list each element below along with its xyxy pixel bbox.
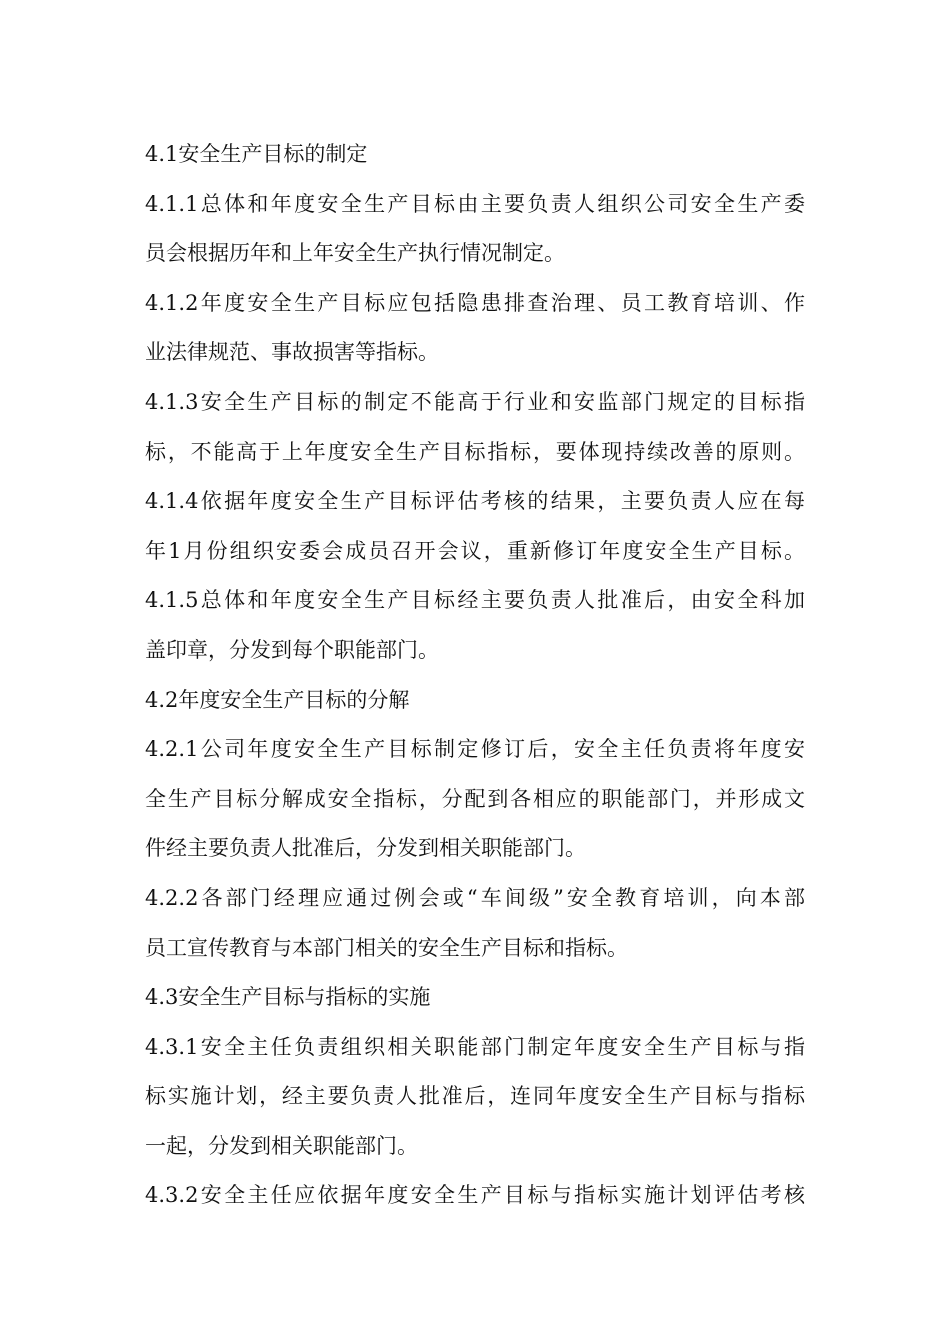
paragraph-line: 全生产目标分解成安全指标，分配到各相应的职能部门，并形成文: [145, 786, 805, 811]
paragraph-line: 标，不能高于上年度安全生产目标指标，要体现持续改善的原则。: [145, 439, 805, 464]
paragraph-line: 4.1.1总体和年度安全生产目标由主要负责人组织公司安全生产委: [145, 191, 805, 216]
document-body: [145, 130, 805, 1221]
paragraph-line: 4.1.5总体和年度安全生产目标经主要负责人批准后，由安全科加: [145, 588, 805, 613]
paragraph-line: 年1月份组织安委会成员召开会议，重新修订年度安全生产目标。: [145, 538, 805, 563]
paragraph-line: 件经主要负责人批准后，分发到相关职能部门。: [145, 836, 586, 861]
paragraph-line: 4.1.4依据年度安全生产目标评估考核的结果，主要负责人应在每: [145, 489, 805, 514]
paragraph-line: 一起，分发到相关职能部门。: [145, 1133, 418, 1158]
paragraph-line: 4.1.2年度安全生产目标应包括隐患排查治理、员工教育培训、作: [145, 290, 805, 315]
paragraph-line: 盖印章，分发到每个职能部门。: [145, 637, 439, 662]
paragraph-line: 4.1.3安全生产目标的制定不能高于行业和安监部门规定的目标指: [145, 389, 805, 414]
paragraph-line: 4.3.2安全主任应依据年度安全生产目标与指标实施计划评估考核: [145, 1183, 805, 1208]
paragraph-line: 4.2.2各部门经理应通过例会或“车间级”安全教育培训，向本部: [145, 885, 805, 910]
section-heading-4-3: 4.3安全生产目标与指标的实施: [145, 985, 431, 1010]
paragraph-line: 员工宣传教育与本部门相关的安全生产目标和指标。: [145, 935, 628, 960]
section-heading-4-1: 4.1安全生产目标的制定: [145, 142, 368, 166]
section-heading-4-2: 4.2年度安全生产目标的分解: [145, 687, 410, 712]
paragraph-line: 业法律规范、事故损害等指标。: [145, 340, 439, 365]
paragraph-line: 员会根据历年和上年安全生产执行情况制定。: [145, 241, 565, 266]
paragraph-line: 4.2.1公司年度安全生产目标制定修订后，安全主任负责将年度安: [145, 737, 805, 762]
paragraph-line: 标实施计划，经主要负责人批准后，连同年度安全生产目标与指标: [145, 1084, 805, 1109]
paragraph-line: 4.3.1安全主任负责组织相关职能部门制定年度安全生产目标与指: [145, 1034, 805, 1059]
